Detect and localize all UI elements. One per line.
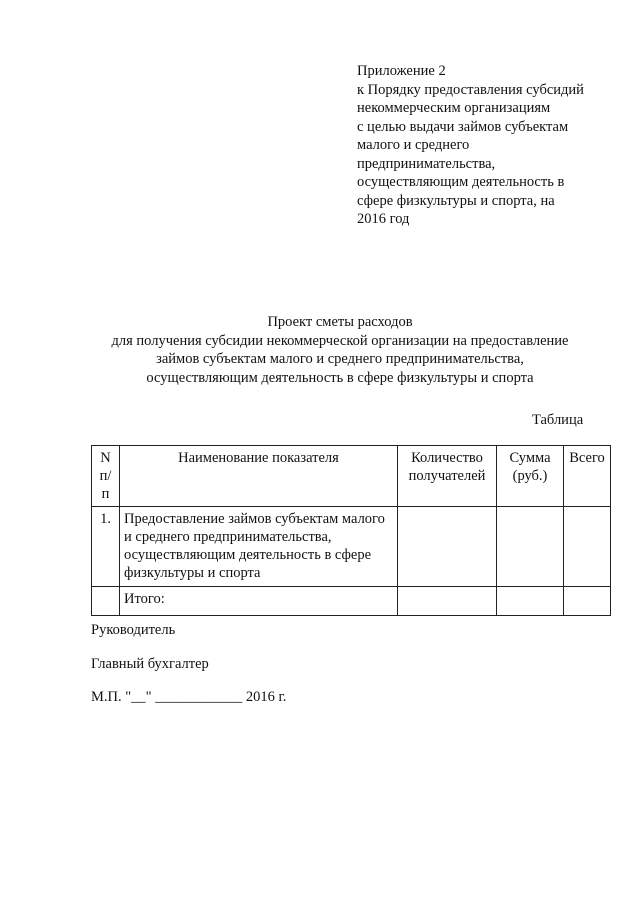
appendix-line: к Порядку предоставления субсидий bbox=[357, 81, 584, 98]
title-line: займов субъектам малого и среднего предпринимательства, bbox=[156, 351, 524, 367]
signature-accountant: Главный бухгалтер bbox=[91, 656, 209, 672]
appendix-line: 2016 год bbox=[357, 211, 410, 227]
header-indicator: Наименование показателя bbox=[120, 446, 398, 507]
appendix-line: предпринимательства, bbox=[357, 155, 496, 172]
table-label: Таблица bbox=[532, 412, 584, 428]
cell-indicator: Итого: bbox=[120, 587, 398, 616]
estimate-table bbox=[91, 445, 611, 616]
cell-number: 1. bbox=[92, 507, 120, 587]
cell-recipients bbox=[398, 587, 497, 616]
appendix-line: сфере физкультуры и спорта, на bbox=[357, 192, 555, 209]
appendix-line: с целью выдачи займов субъектам bbox=[357, 118, 569, 135]
header-sum: Сумма (руб.) bbox=[497, 446, 564, 507]
appendix-line: Приложение 2 bbox=[357, 63, 446, 79]
cell-sum bbox=[497, 587, 564, 616]
table-row-total bbox=[92, 587, 611, 616]
signature-stamp-date: М.П. "__" ____________ 2016 г. bbox=[91, 689, 287, 705]
signature-head: Руководитель bbox=[91, 622, 176, 638]
cell-total bbox=[564, 507, 611, 587]
cell-sum bbox=[497, 507, 564, 587]
document-title bbox=[60, 313, 620, 387]
cell-recipients bbox=[398, 507, 497, 587]
cell-indicator: Предоставление займов субъектам малого и среднего предпринимательства, осуществляющим деятельность в сфере физкультуры и спорта bbox=[120, 507, 398, 587]
table-row bbox=[92, 507, 611, 587]
header-number: N п/п bbox=[92, 446, 120, 507]
title-line: Проект сметы расходов bbox=[267, 314, 413, 330]
cell-number bbox=[92, 587, 120, 616]
cell-total bbox=[564, 587, 611, 616]
appendix-header bbox=[357, 62, 627, 229]
title-line: осуществляющим деятельность в сфере физкультуры и спорта bbox=[146, 369, 534, 386]
appendix-line: малого и среднего bbox=[357, 137, 470, 153]
header-recipients: Количество получателей bbox=[398, 446, 497, 507]
title-line: для получения субсидии некоммерческой организации на предоставление bbox=[111, 332, 569, 349]
appendix-line: некоммерческим организациям bbox=[357, 100, 551, 116]
table-header-row bbox=[92, 446, 611, 507]
appendix-line: осуществляющим деятельность в bbox=[357, 174, 565, 190]
header-total: Всего bbox=[564, 446, 611, 507]
